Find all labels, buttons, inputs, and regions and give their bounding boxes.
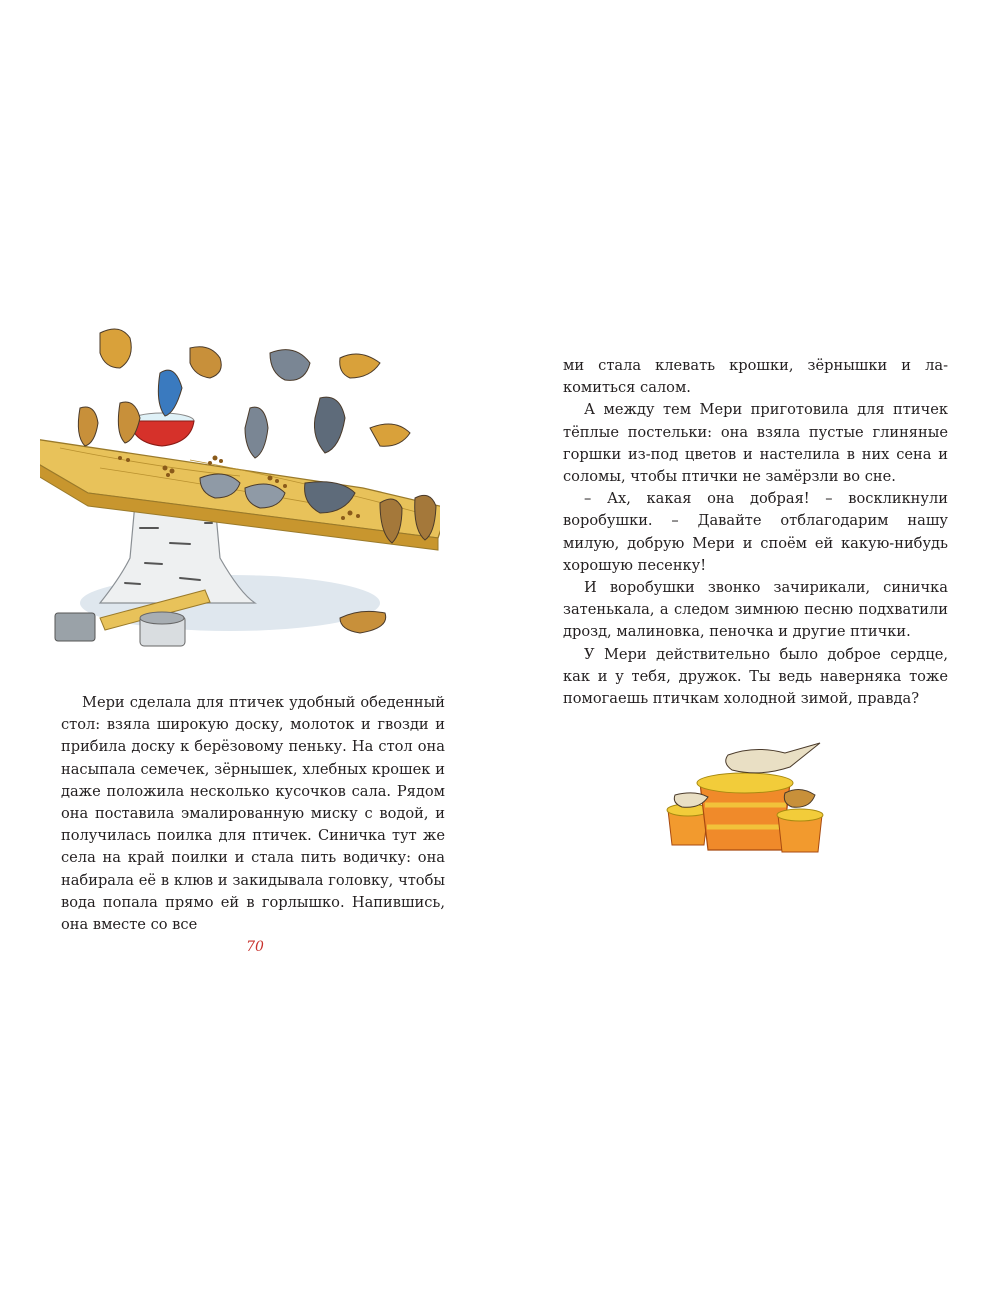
paragraph: Мери сделала для птичек удобный обеденный стол: взяла широкую доску, молоток и гвозди и прибила доску к берёзовому пеньку. На стол она насыпала семечек, зёрнышек, хлебных крошек и даже положила несколько кусочков сала. Рядом она поставила эмалированную миску с водой, и получилась поилка для птичек. Синичка тут же села на край поилки и стала пить водичку: она набирала её в клюв и закидывала головку, чтобы вода попала прямо ей в горлышко. Напившись, она вместе со все <box>61 694 445 934</box>
birds-feeding-table-illustration <box>40 318 440 663</box>
paragraph: А между тем Мери приготовила для птичек тёплые постельки: она взяла пустые глиняные горшки из-под цветов и настелила в них сена и соломы, чтобы птички не замёрзли во сне. <box>563 401 948 486</box>
paragraph: – Ах, какая она добрая! – воскликнули воробушки. – Давайте отблагодарим нашу милую, добрую Мери и споём ей какую-нибудь хорошую песенку! <box>563 490 948 574</box>
paragraph: ми стала клевать крошки, зёрнышки и лакомиться салом. <box>563 357 948 397</box>
page-number: 70 <box>246 939 264 955</box>
left-page-text <box>61 692 445 936</box>
birds-in-flowerpots-illustration <box>660 735 830 855</box>
right-page-text <box>563 355 948 710</box>
paragraph: И воробушки звонко зачирикали, синичка затенькала, а следом зимнюю песню подхватили дрозд, малиновка, пеночка и другие птички. <box>563 579 948 641</box>
paragraph: У Мери действительно было доброе сердце, как и у тебя, дружок. Ты ведь наверняка тоже помогаешь птичкам холодной зимой, правда? <box>563 645 948 708</box>
